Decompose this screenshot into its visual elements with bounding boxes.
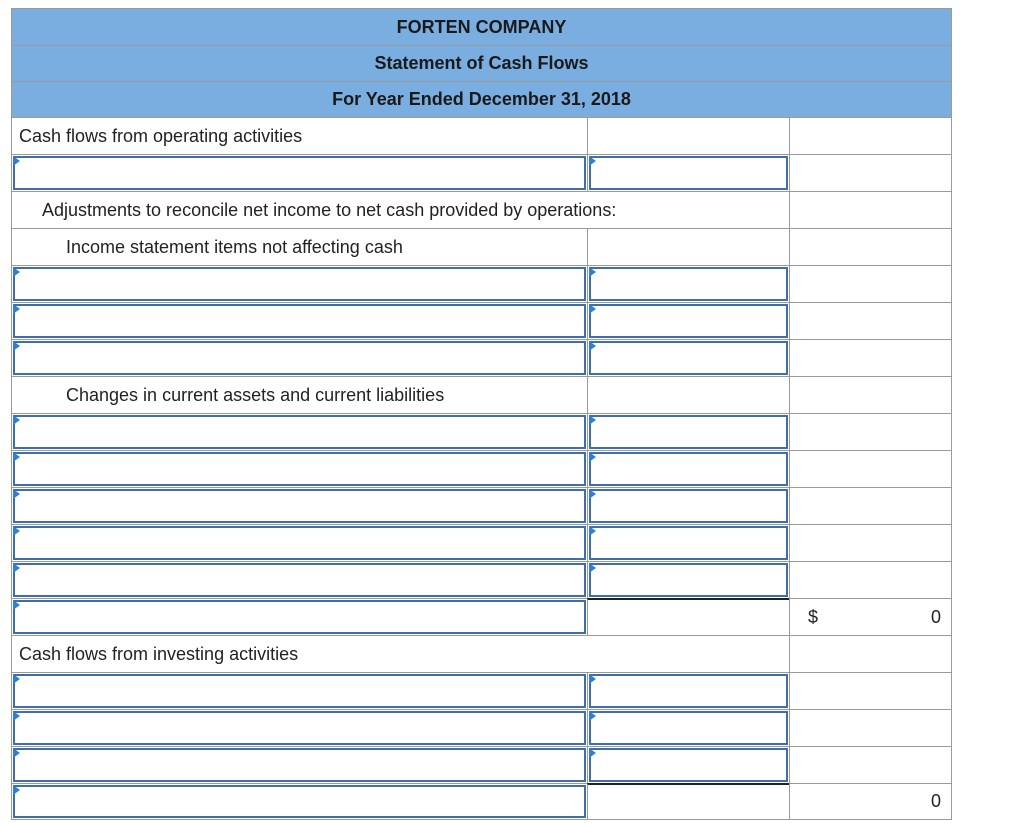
operating-total-row (11, 598, 952, 635)
statement-title: Statement of Cash Flows (11, 45, 952, 81)
net-income-row (11, 154, 952, 191)
income-item-label-input[interactable] (13, 267, 586, 301)
adjustments-row (11, 191, 952, 228)
income-items-label: Income statement items not affecting cash (66, 236, 403, 257)
cash-flow-statement-form (11, 8, 952, 820)
net-income-amount-input[interactable] (589, 156, 788, 190)
investing-item-row (11, 746, 952, 783)
income-item-row (11, 302, 952, 339)
operating-total-label-input[interactable] (13, 600, 586, 634)
investing-item-amount-input[interactable] (589, 748, 788, 782)
company-name: FORTEN COMPANY (11, 8, 952, 45)
change-item-row (11, 561, 952, 598)
investing-total-value: 0 (930, 791, 941, 811)
investing-item-label-input[interactable] (13, 711, 586, 745)
investing-total-label-input[interactable] (13, 785, 586, 818)
investing-item-row (11, 709, 952, 746)
change-item-row (11, 413, 952, 450)
income-item-amount-input[interactable] (589, 341, 788, 375)
operating-heading-row (11, 117, 952, 154)
investing-item-amount-input[interactable] (589, 711, 788, 745)
investing-item-amount-input[interactable] (589, 674, 788, 708)
income-item-label-input[interactable] (13, 341, 586, 375)
currency-symbol: $ (808, 606, 819, 627)
investing-heading: Cash flows from investing activities (19, 643, 299, 664)
change-item-row (11, 450, 952, 487)
change-item-row (11, 487, 952, 524)
investing-item-row (11, 672, 952, 709)
investing-total-row (11, 783, 952, 820)
changes-row (11, 376, 952, 413)
income-items-row (11, 228, 952, 265)
changes-label: Changes in current assets and current liabilities (66, 384, 445, 405)
change-item-amount-input[interactable] (589, 526, 788, 560)
operating-heading: Cash flows from operating activities (19, 125, 303, 146)
change-item-amount-input[interactable] (589, 415, 788, 449)
change-item-amount-input[interactable] (589, 452, 788, 486)
operating-total-value: 0 (930, 606, 941, 627)
income-item-row (11, 339, 952, 376)
investing-heading-row (11, 635, 952, 672)
change-item-label-input[interactable] (13, 452, 586, 486)
investing-item-label-input[interactable] (13, 674, 586, 708)
change-item-label-input[interactable] (13, 563, 586, 597)
income-item-row (11, 265, 952, 302)
income-item-label-input[interactable] (13, 304, 586, 338)
change-item-amount-input[interactable] (589, 489, 788, 523)
income-item-amount-input[interactable] (589, 267, 788, 301)
net-income-label-input[interactable] (13, 156, 586, 190)
change-item-row (11, 524, 952, 561)
investing-item-label-input[interactable] (13, 748, 586, 782)
change-item-amount-input[interactable] (589, 563, 788, 597)
change-item-label-input[interactable] (13, 489, 586, 523)
change-item-label-input[interactable] (13, 415, 586, 449)
statement-period: For Year Ended December 31, 2018 (11, 81, 952, 117)
income-item-amount-input[interactable] (589, 304, 788, 338)
adjustments-label: Adjustments to reconcile net income to net cash provided by operations: (42, 199, 617, 220)
change-item-label-input[interactable] (13, 526, 586, 560)
